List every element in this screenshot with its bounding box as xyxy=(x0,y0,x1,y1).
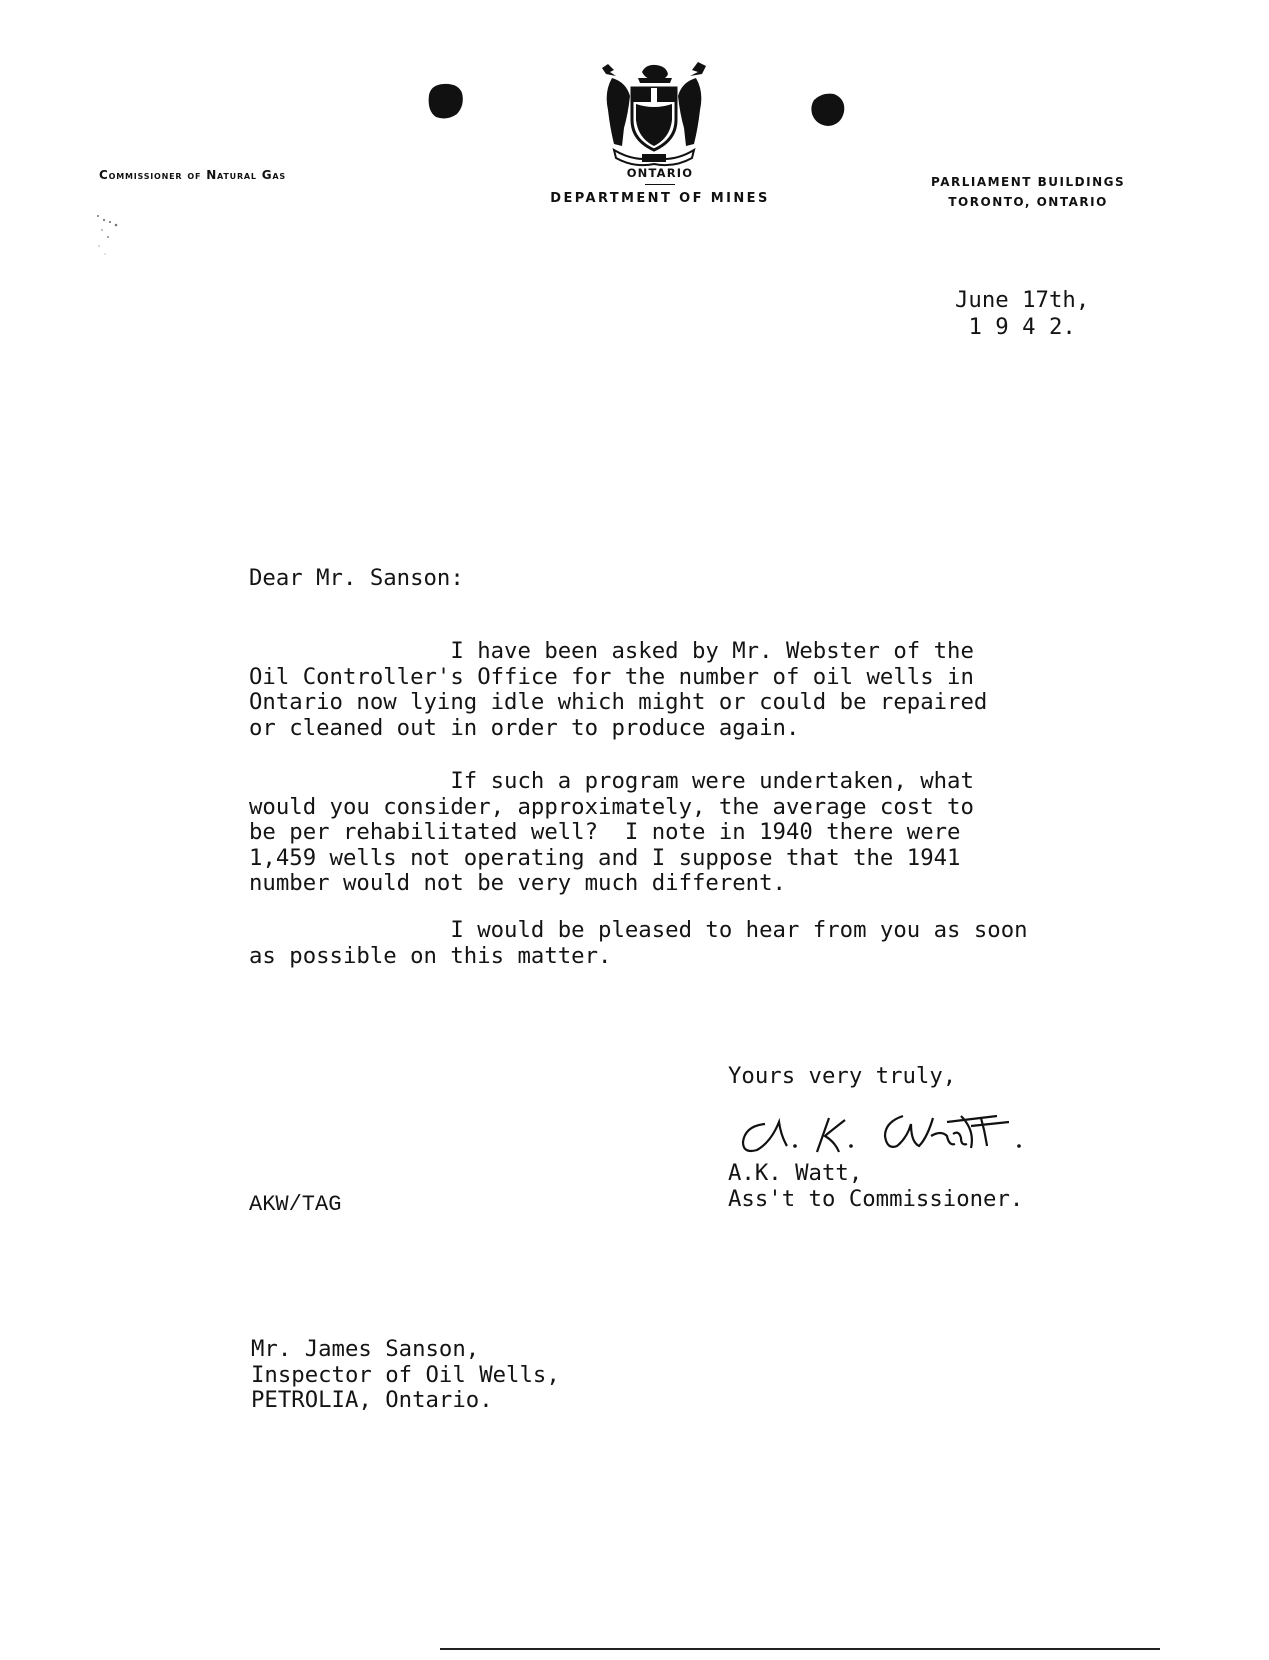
divider xyxy=(645,184,675,185)
recipient-line-1: Mr. James Sanson, xyxy=(251,1336,480,1362)
body-paragraph-2: If such a program were undertaken, what would you consider, approximately, the average cost to be per rehabilitated well? I note in 1940 there were 1,459 wells not operating and I suppose that the 1941 number would not be very much different. xyxy=(249,768,974,896)
letterhead-toronto: TORONTO, ONTARIO xyxy=(948,195,1108,209)
letterhead-department xyxy=(540,166,780,206)
bottom-edge-rule xyxy=(440,1648,1160,1650)
recipient-line-3: PETROLIA, Ontario. xyxy=(251,1387,493,1413)
signer-title: Ass't to Commissioner. xyxy=(728,1185,1024,1212)
handwritten-signature xyxy=(735,1102,1065,1162)
letterhead-commissioner: Commissioner of Natural Gas xyxy=(99,168,286,182)
salutation: Dear Mr. Sanson: xyxy=(249,565,464,591)
ink-blot-icon xyxy=(808,90,848,130)
letterhead-address xyxy=(931,172,1125,212)
letterhead-parliament-buildings: PARLIAMENT BUILDINGS xyxy=(931,175,1126,189)
date-line-1: June 17th, xyxy=(955,287,1090,313)
signature-text: A. K. Watt. xyxy=(735,1102,740,1103)
letter-date xyxy=(955,287,1089,341)
closing: Yours very truly, xyxy=(728,1063,957,1089)
letterhead-ontario: ONTARIO xyxy=(626,166,694,180)
date-line-2: 1 9 4 2. xyxy=(968,314,1076,340)
signer-block xyxy=(728,1161,1023,1212)
letterhead-department-of-mines: DEPARTMENT OF MINES xyxy=(550,191,770,206)
signer-name: A.K. Watt, xyxy=(728,1160,863,1186)
reference-initials: AKW/TAG xyxy=(249,1192,342,1217)
ontario-coat-of-arms-icon xyxy=(594,58,714,168)
body-paragraph-1: I have been asked by Mr. Webster of the Oil Controller's Office for the number of oil wells in Ontario now lying idle which might or could be repaired or cleaned out in order to produce again. xyxy=(249,638,988,741)
ink-blot-icon xyxy=(425,81,465,121)
paper-specks-icon xyxy=(90,210,130,260)
body-paragraph-3: I would be pleased to hear from you as soon as possible on this matter. xyxy=(249,917,1028,969)
recipient-address xyxy=(251,1337,560,1414)
recipient-line-2: Inspector of Oil Wells, xyxy=(251,1361,560,1388)
